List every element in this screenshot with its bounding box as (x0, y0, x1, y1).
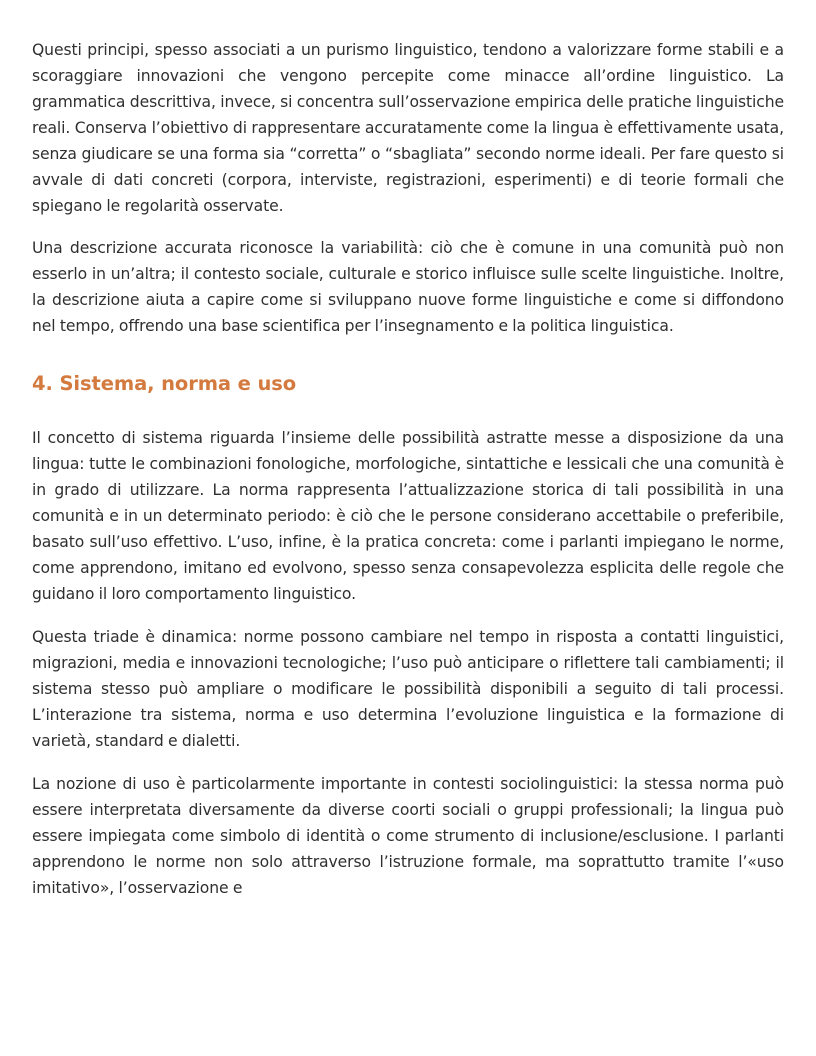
section-heading: 4. Sistema, norma e uso (32, 372, 297, 395)
document-page (32, 37, 784, 901)
body-paragraph: Questa triade è dinamica: norme possono cambiare nel tempo in risposta a contatti linguistici, migrazioni, media e innovazioni tecnologiche; l’uso può anticipare o riflettere tali cambiamenti; il sistema stesso può ampliare o modificare le possibilità disponibili a seguito di tali processi. L’interazione tra sistema, norma e uso determina l’evoluzione linguistica e la formazione di varietà, standard e dialetti. (32, 628, 784, 750)
body-paragraph: Questi principi, spesso associati a un purismo linguistico, tendono a valorizzare forme stabili e a scoraggiare innovazioni che vengono percepite come minacce all’ordine linguistico. La grammatica descrittiva, invece, si concentra sull’osservazione empirica delle pratiche linguistiche reali. Conserva l’obiettivo di rappresentare accuratamente come la lingua è effettivamente usata, senza giudicare se una forma sia “corretta” o “sbagliata” secondo norme ideali. Per fare questo si avvale di dati concreti (corpora, interviste, registrazioni, esperimenti) e di teorie formali che spiegano le regolarità osservate. (32, 41, 784, 215)
body-paragraph: Una descrizione accurata riconosce la variabilità: ciò che è comune in una comunità può non esserlo in un’altra; il contesto sociale, culturale e storico influisce sulle scelte linguistiche. Inoltre, la descrizione aiuta a capire come si sviluppano nuove forme linguistiche e come si diffondono nel tempo, offrendo una base scientifica per l’insegnamento e la politica linguistica. (32, 239, 784, 335)
body-paragraph: La nozione di uso è particolarmente importante in contesti sociolinguistici: la stessa norma può essere interpretata diversamente da diverse coorti sociali o gruppi professionali; la lingua può essere impiegata come simbolo di identità o come strumento di inclusione/esclusione. I parlanti apprendono le norme non solo attraverso l’istruzione formale, ma soprattutto tramite l’«uso imitativo», l’osservazione e (32, 775, 784, 897)
body-paragraph: Il concetto di sistema riguarda l’insieme delle possibilità astratte messe a disposizione da una lingua: tutte le combinazioni fonologiche, morfologiche, sintattiche e lessicali che una comunità è in grado di utilizzare. La norma rappresenta l’attualizzazione storica di tali possibilità in una comunità e in un determinato periodo: è ciò che le persone considerano accettabile o preferibile, basato sull’uso effettivo. L’uso, infine, è la pratica concreta: come i parlanti impiegano le norme, come apprendono, imitano ed evolvono, spesso senza consapevolezza esplicita delle regole che guidano il loro comportamento linguistico. (32, 429, 784, 603)
